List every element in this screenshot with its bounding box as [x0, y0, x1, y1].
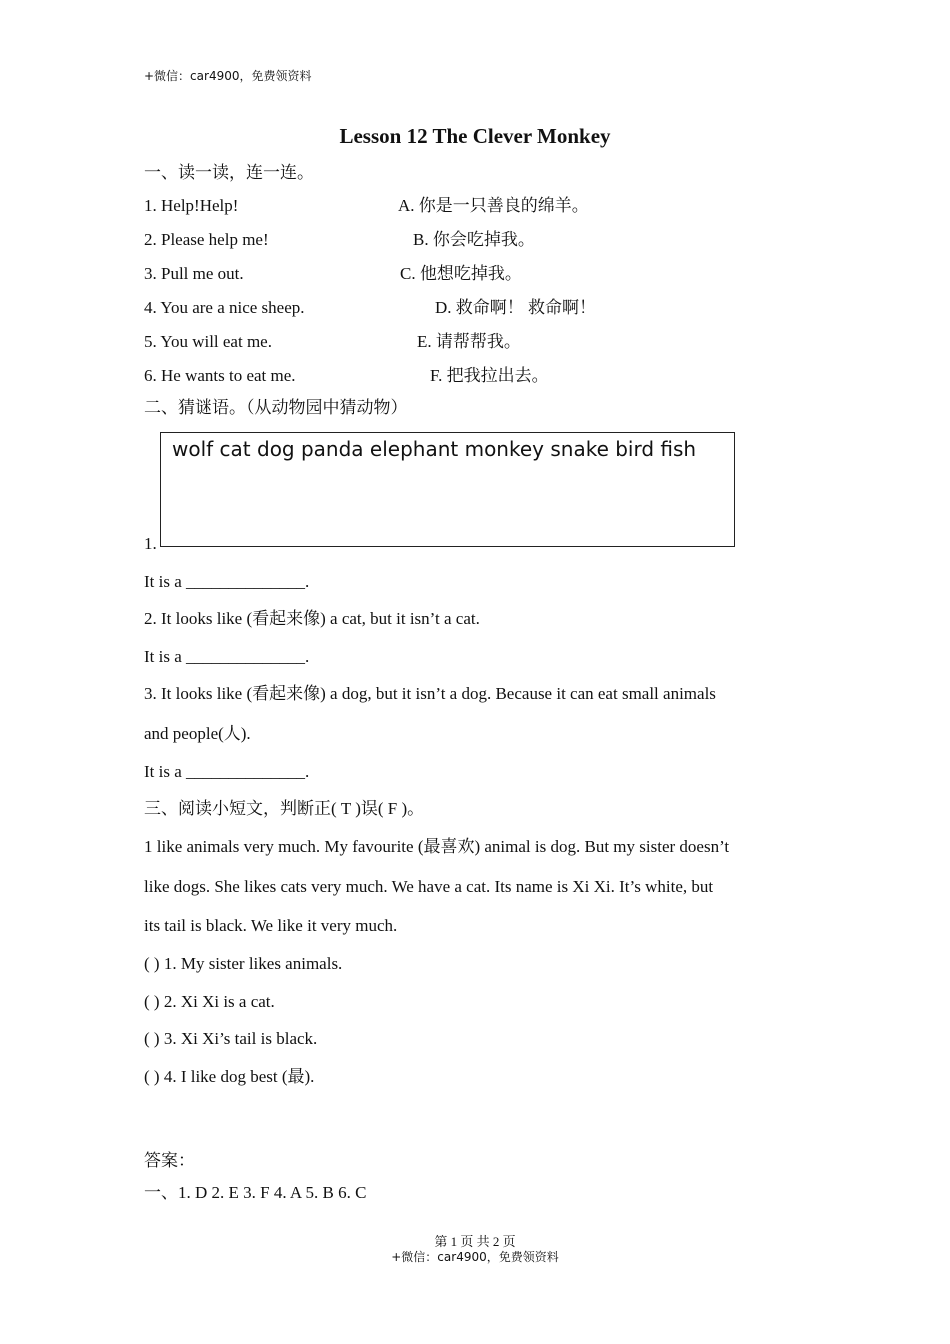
match-right-b: B. 你会吃掉我。 [413, 230, 535, 249]
match-left-6: 6. He wants to eat me. [144, 366, 296, 385]
riddle-3-line-2: and people(人). [144, 724, 251, 743]
judge-item-2: ( ) 2. Xi Xi is a cat. [144, 992, 275, 1011]
judge-item-1: ( ) 1. My sister likes animals. [144, 954, 343, 973]
match-left-2: 2. Please help me! [144, 230, 269, 249]
riddle-2: 2. It looks like (看起来像) a cat, but it isn’t a cat. [144, 609, 480, 628]
match-left-4: 4. You are a nice sheep. [144, 298, 305, 317]
passage-line-1: 1 like animals very much. My favourite (最喜欢) animal is dog. But my sister doesn’t [144, 837, 730, 856]
riddle-3-answer-blank: It is a ______________. [144, 762, 310, 781]
word-bank: wolf cat dog panda elephant monkey snake bird fish [172, 437, 697, 461]
passage-line-2: like dogs. She likes cats very much. We have a cat. Its name is Xi Xi. It’s white, but [144, 877, 714, 896]
match-right-e: E. 请帮帮我。 [417, 332, 521, 351]
word-bank-box [160, 432, 735, 547]
match-right-f: F. 把我拉出去。 [430, 366, 549, 385]
section1-heading: 一、读一读，连一连。 [144, 163, 314, 182]
answers-line-1: 一、1. D 2. E 3. F 4. A 5. B 6. C [144, 1183, 367, 1202]
match-left-1: 1. Help!Help! [144, 196, 239, 215]
riddle-1-fragment: 1. [144, 534, 157, 553]
riddle-2-answer-blank: It is a ______________. [144, 647, 310, 666]
answers-heading: 答案： [144, 1151, 195, 1170]
match-right-c: C. 他想吃掉我。 [400, 264, 522, 283]
match-right-d: D. 救命啊！ 救命啊！ [435, 298, 597, 317]
riddle-3-line-1: 3. It looks like (看起来像) a dog, but it isn’t a dog. Because it can eat small animals [144, 684, 716, 703]
match-left-5: 5. You will eat me. [144, 332, 272, 351]
match-left-3: 3. Pull me out. [144, 264, 244, 283]
judge-item-3: ( ) 3. Xi Xi’s tail is black. [144, 1029, 318, 1048]
passage-line-3: its tail is black. We like it very much. [144, 916, 398, 935]
match-right-a: A. 你是一只善良的绵羊。 [398, 196, 589, 215]
page-title: Lesson 12 The Clever Monkey [339, 124, 611, 148]
page-number: 第 1 页 共 2 页 [434, 1234, 516, 1249]
riddle-1-answer-blank: It is a ______________. [144, 572, 310, 591]
section3-heading: 三、阅读小短文，判断正( T )误( F )。 [144, 799, 425, 818]
header-watermark: +微信：car4900，免费领资料 [144, 69, 312, 83]
footer-watermark: +微信：car4900，免费领资料 [391, 1250, 559, 1264]
judge-item-4: ( ) 4. I like dog best (最). [144, 1067, 315, 1086]
section2-heading: 二、猜谜语。（从动物园中猜动物） [144, 398, 408, 417]
